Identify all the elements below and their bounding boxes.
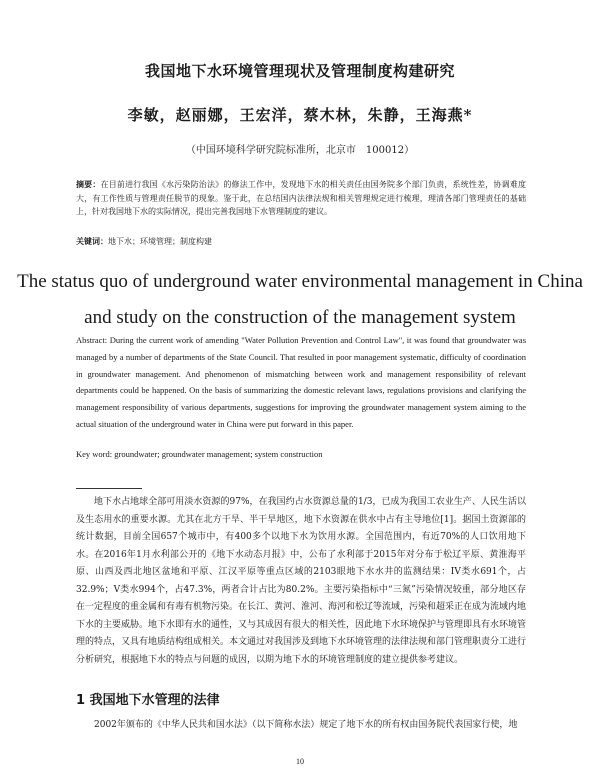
english-keywords bbox=[76, 449, 526, 459]
chinese-keywords-label: 关键词： bbox=[76, 237, 108, 246]
english-title-line-1: The status quo of underground water environmental management in China bbox=[17, 271, 583, 292]
chinese-abstract-label: 摘要： bbox=[76, 180, 101, 189]
body-paragraph-continued: 2002年颁布的《中华人民共和国水法》（以下简称水法）规定了地下水的所有权由国务院代表国家行使，地 bbox=[94, 720, 518, 730]
english-keywords-label: Key word: bbox=[76, 449, 113, 459]
chinese-title: 我国地下水环境管理现状及管理制度构建研究 bbox=[144, 62, 455, 80]
chinese-keywords bbox=[76, 236, 526, 247]
chinese-keywords-text: 地下水；环境管理；制度构建 bbox=[108, 237, 212, 246]
affiliation: （中国环境科学研究院标准所，北京市 100012） bbox=[185, 145, 415, 156]
footnote-divider bbox=[76, 488, 142, 489]
section-heading: 1 我国地下水管理的法律 bbox=[76, 693, 220, 708]
english-keywords-text: groundwater; groundwater management; system construction bbox=[114, 449, 323, 459]
english-title bbox=[0, 264, 600, 336]
english-abstract bbox=[76, 332, 526, 433]
author-list: 李敏，赵丽娜，王宏洋，蔡木林，朱静，王海燕* bbox=[127, 106, 473, 124]
english-abstract-text: During the current work of amending "Water Pollution Prevention and Control Law", it was found that groundwater was managed by a number of departments of the State Council. That resulted in poor management systematic, difficulty of coordination in groundwater management. And phenomenon of mismatching between work and management responsibility of relevant departments could be happened. On the basis of summarizing the domestic relevant laws, regulations provisions and clarifying the management responsibility of various departments, suggestions for improving the groundwater management system aiming to the actual situation of the underground water in China were put forward in this paper. bbox=[76, 335, 527, 429]
page-number: 10 bbox=[296, 757, 304, 766]
chinese-abstract bbox=[76, 178, 526, 219]
english-abstract-label: Abstract: bbox=[76, 335, 108, 345]
chinese-abstract-text: 在目前进行我国《水污染防治法》的修法工作中，发现地下水的相关责任由国务院多个部门负责，系统性差，协调难度大，有工作性质与管理责任脱节的现象。鉴于此，在总结国内法律法规和相关管理规定进行梳理，理清各部门管理责任的基础上，针对我国地下水的实际情况，提出完善我国地下水管理制度的建议。 bbox=[76, 180, 527, 216]
english-title-line-2: and study on the construction of the management system bbox=[84, 307, 516, 328]
body-paragraph: 地下水占地球全部可用淡水资源的97%，在我国约占水资源总量的1/3，已成为我国工农业生产、人民生活以及生态用水的重要水源。尤其在北方干旱、半干旱地区，地下水资源在供水中占有主导地位[1]。据国土资源部的统计数据，目前全国657个城市中，有400多个以地下水为饮用水源。全国范围内，有近70%的人口饮用地下水。在2016年1月水利部公开的《地下水动态月报》中，公布了水利部于2015年对分布于松辽平原、黄淮海平原、山西及西北地区盆地和平原、江汉平原等重点区域的2103眼地下水水井的监测结果：IV类水691个，占32.9%；V类水994个，占47.3%，两者合计占比为80.2%。主要污染指标中“三氮”污染情况较重，部分地区存在一定程度的重金属和有毒有机物污染。在长江、黄河、淮河、海河和松辽等流域，污染和超采正在成为流域内地下水的主要威胁。地下水即有水的通性，又与其成因有很大的相关性，因此地下水环境保护与管理即具有水环境管理的特点，又具有地质结构组成相关。本文通过对我国涉及到地下水环境管理的法律法规和部门管理职责分工进行分析研究，根据地下水的特点与问题的成因，以期为地下水的环境管理制度的建立提供参考建议。 bbox=[76, 497, 527, 665]
